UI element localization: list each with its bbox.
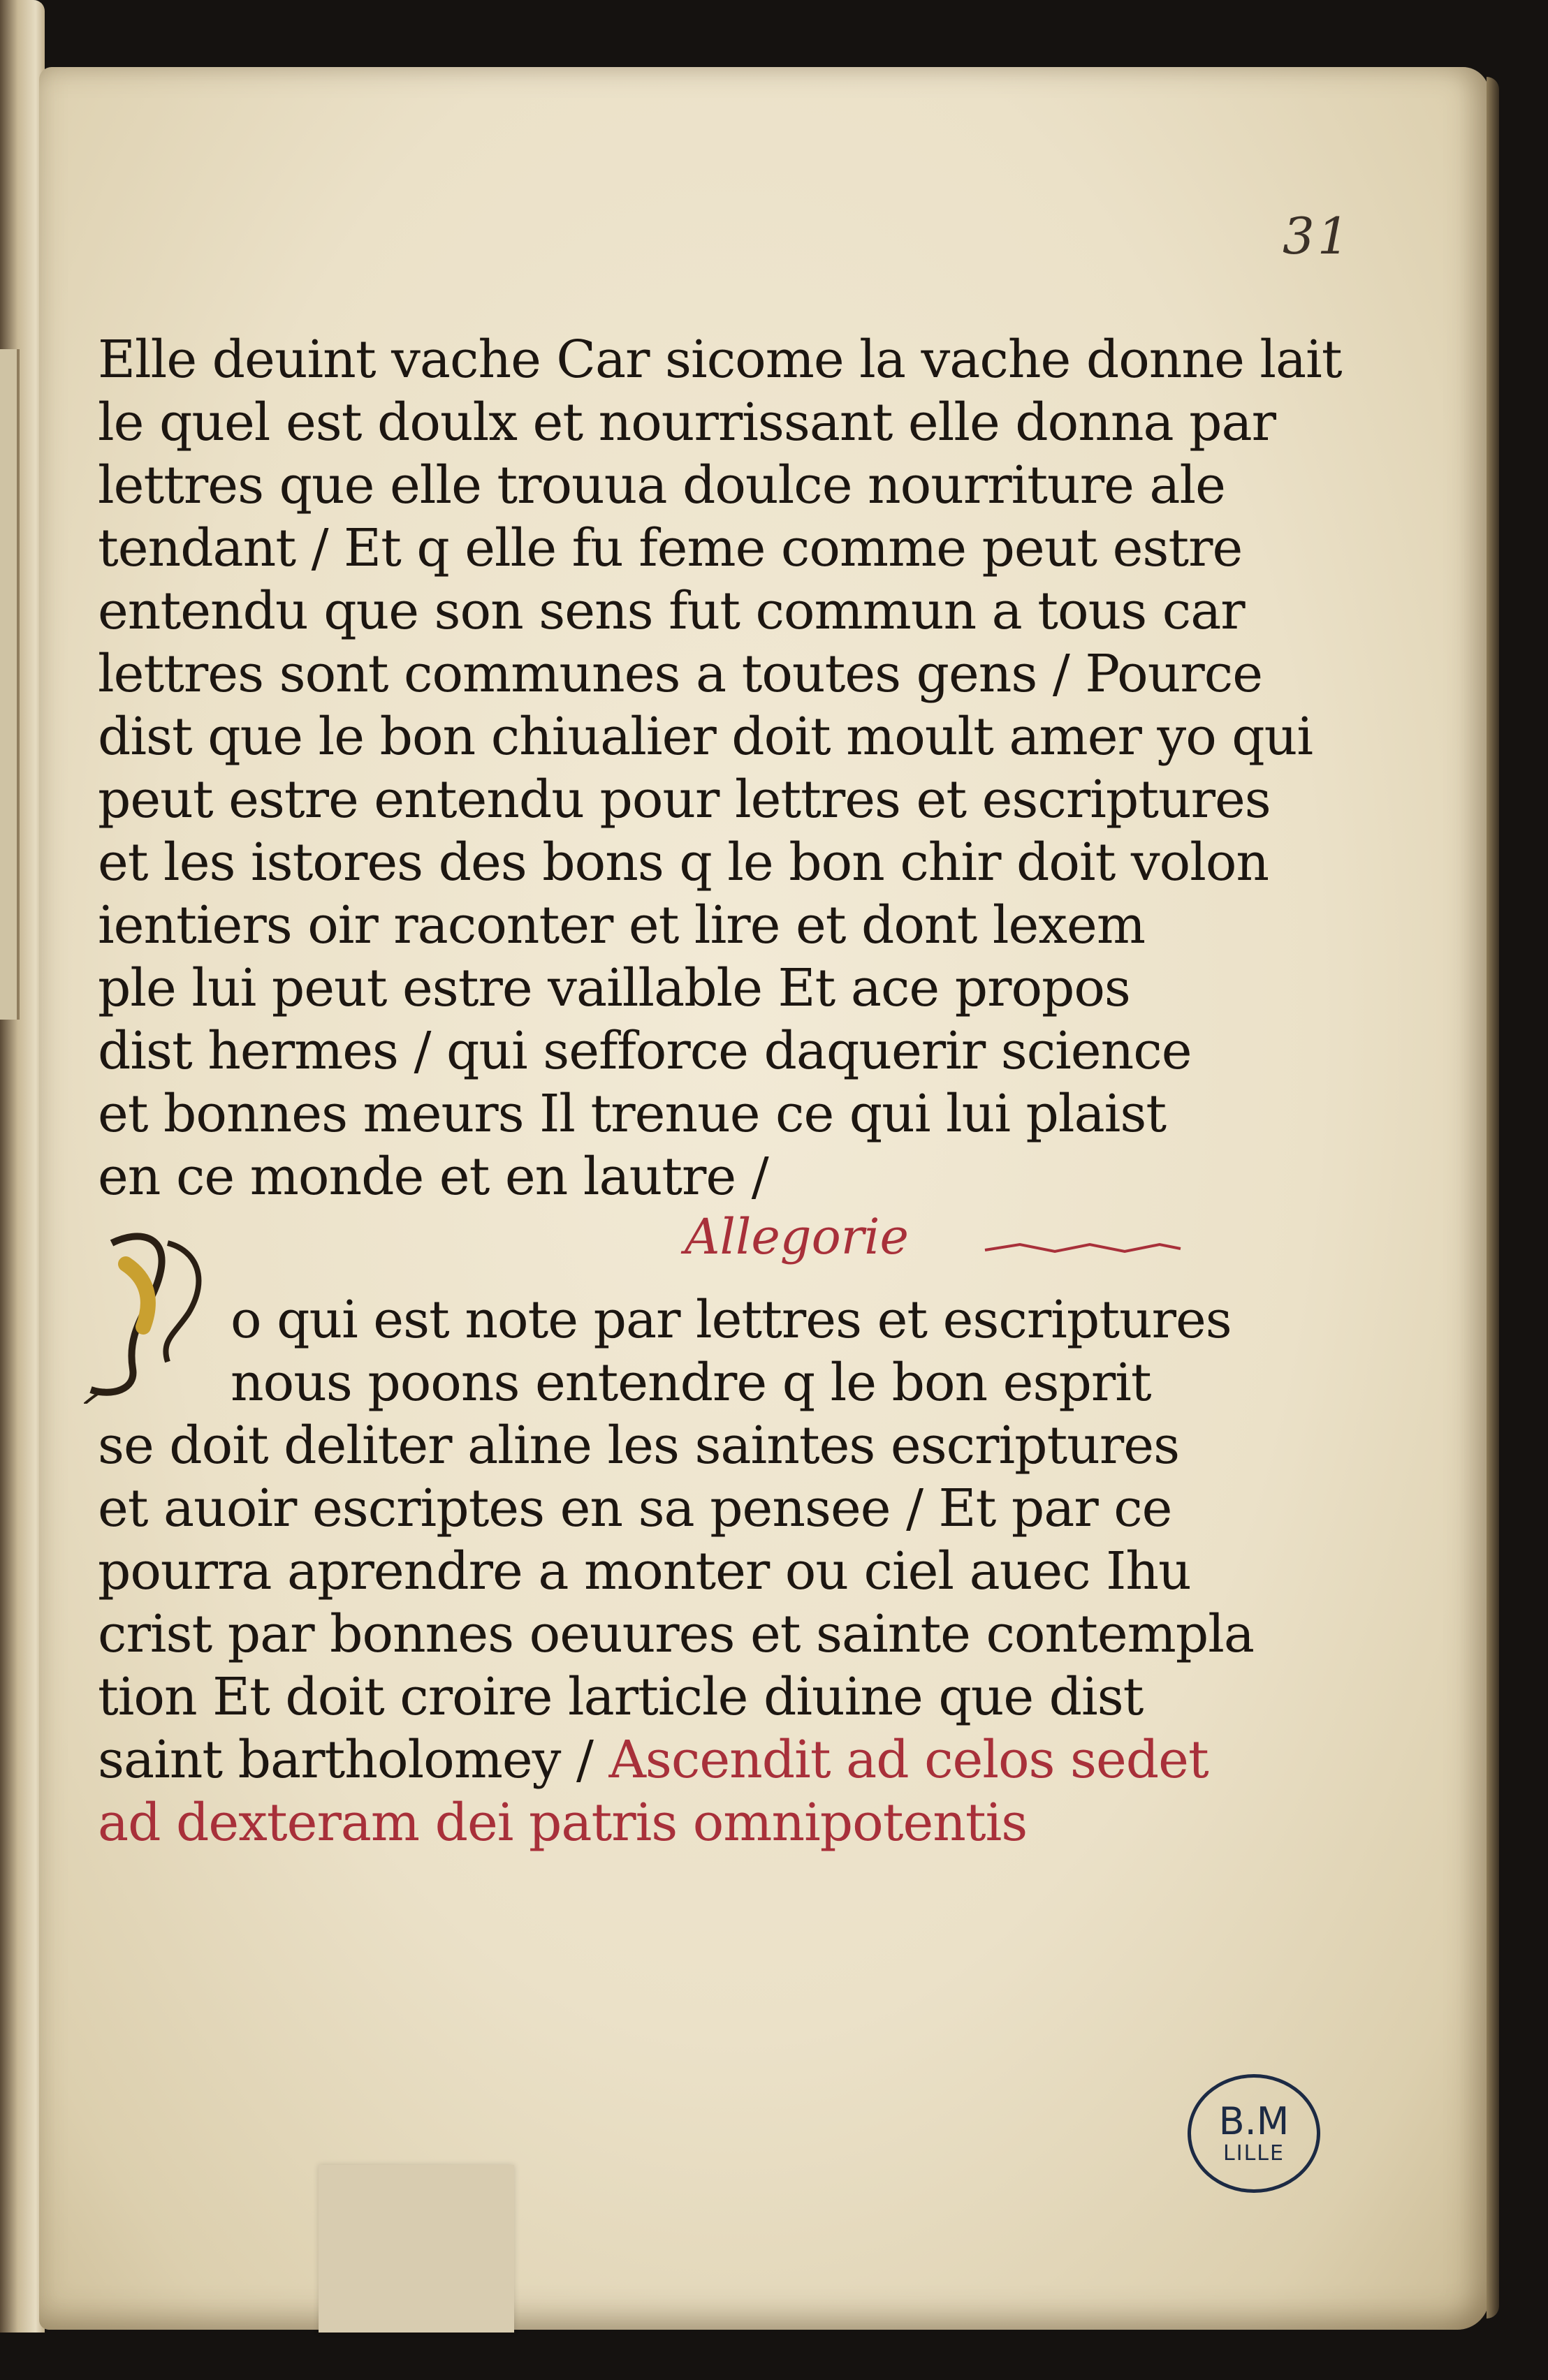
main-text-block <box>98 328 1342 1208</box>
rubric-flourish-icon <box>978 1236 1188 1261</box>
folio-number: 31 <box>1283 207 1352 265</box>
line-text: Elle deuint vache Car sicome la vache donne lait <box>98 330 1342 390</box>
text-line <box>98 705 1313 768</box>
text-line <box>98 894 1313 957</box>
text-line <box>98 1477 1320 1540</box>
page-right-edge <box>1487 77 1499 2319</box>
line-text: o qui est note par lettres et escriptures <box>231 1290 1232 1350</box>
line-text: pourra aprendre a monter ou ciel auec Ihu <box>98 1541 1191 1601</box>
text-line <box>98 957 1313 1020</box>
stamp-top-text: B.M <box>1218 2099 1290 2143</box>
rubric-text: ad dexteram dei patris omnipotentis <box>98 1793 1028 1853</box>
previous-page-strip <box>0 349 20 1020</box>
line-text: entendu que son sens fut commun a tous car <box>98 581 1245 641</box>
decorated-initial <box>84 1222 231 1404</box>
line-text: en ce monde et en lautre / <box>98 1147 768 1207</box>
text-line <box>98 831 1313 894</box>
text-line <box>98 580 1313 642</box>
line-text: lettres sont communes a toutes gens / Pource <box>98 644 1262 704</box>
paper-repair-patch <box>319 2165 514 2333</box>
text-line <box>98 1791 1320 1854</box>
text-line <box>98 517 1313 580</box>
line-text: ple lui peut estre vaillable Et ace propos <box>98 958 1130 1018</box>
text-line <box>98 1414 1320 1477</box>
line-text: tion Et doit croire larticle diuine que dist <box>98 1667 1144 1727</box>
text-line <box>98 1020 1313 1082</box>
line-text: et auoir escriptes en sa pensee / Et par ce <box>98 1478 1172 1538</box>
line-text: et les istores des bons q le bon chir doit volon <box>98 832 1269 892</box>
text-line <box>98 1728 1320 1791</box>
line-text: et bonnes meurs Il trenue ce qui lui plaist <box>98 1084 1167 1144</box>
line-text: nous poons entendre q le bon esprit <box>231 1353 1151 1413</box>
line-text: crist par bonnes oeuures et sainte contempla <box>98 1604 1255 1664</box>
line-text: lettres que elle trouua doulce nourriture ale <box>98 455 1225 515</box>
text-line <box>98 1145 1313 1208</box>
text-line <box>98 642 1313 705</box>
text-line <box>98 1603 1320 1666</box>
text-line <box>98 1082 1313 1145</box>
text-line <box>98 1540 1320 1603</box>
stamp-bottom-text: LILLE <box>1223 2141 1285 2166</box>
line-text: tendant / Et q elle fu feme comme peut estre <box>98 518 1243 578</box>
text-line <box>98 768 1313 831</box>
text-line <box>98 454 1313 517</box>
library-stamp <box>1188 2074 1320 2193</box>
text-line <box>98 391 1313 454</box>
rubric-heading: Allegorie <box>685 1208 909 1265</box>
line-text: ientiers oir raconter et lire et dont lexem <box>98 895 1146 955</box>
line-text: saint bartholomey / <box>98 1730 609 1790</box>
text-line <box>231 1288 1320 1351</box>
line-text: le quel est doulx et nourrissant elle donna par <box>98 392 1276 453</box>
line-text: peut estre entendu pour lettres et escriptures <box>98 770 1271 830</box>
allegorie-text-block <box>98 1288 1320 1854</box>
line-text: dist hermes / qui sefforce daquerir science <box>98 1021 1192 1081</box>
text-line <box>231 1351 1320 1414</box>
text-line <box>98 1666 1320 1728</box>
rubric-text: Ascendit ad celos sedet <box>608 1730 1209 1790</box>
line-text: se doit deliter aline les saintes escriptures <box>98 1416 1180 1476</box>
line-text: dist que le bon chiualier doit moult amer yo qui <box>98 707 1313 767</box>
text-line <box>98 328 1342 391</box>
